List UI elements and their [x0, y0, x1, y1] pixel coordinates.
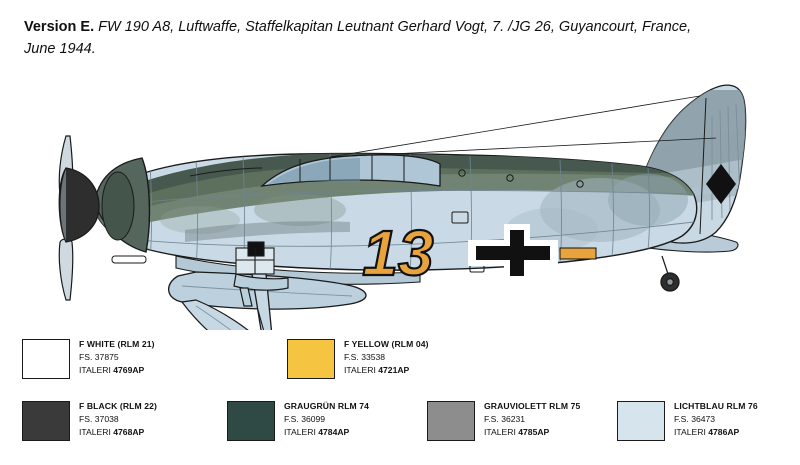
color-swatch: [227, 401, 275, 441]
color-fs-code: FS. 37875: [79, 351, 119, 362]
color-chip: [617, 400, 782, 446]
color-name: GRAUVIOLETT RLM 75: [484, 401, 581, 411]
version-description: FW 190 A8, Luftwaffe, Staffelkapitan Leutnant Gerhard Vogt, 7. /JG 26, Guyancourt, France, June 1944.: [24, 19, 692, 58]
svg-text:13: 13: [362, 217, 434, 289]
color-fs-code: F.S. 33538: [344, 351, 386, 362]
color-name: GRAUGRÜN RLM 74: [284, 401, 370, 411]
color-chip: [227, 400, 427, 446]
color-chip: [22, 400, 227, 446]
color-italeri-code: ITALERI 4721AP: [344, 364, 410, 375]
color-italeri-code: ITALERI 4769AP: [79, 364, 145, 375]
aircraft-profile-artwork: [0, 60, 800, 330]
color-name: LICHTBLAU RLM 76: [674, 401, 758, 411]
color-italeri-code: ITALERI 4768AP: [79, 426, 145, 437]
paint-color-chart: [22, 338, 782, 453]
color-chip: [427, 400, 617, 446]
color-fs-code: FS. 37038: [79, 413, 119, 424]
color-fs-code: F.S. 36231: [484, 413, 526, 424]
color-fs-code: F.S. 36099: [284, 413, 326, 424]
fuselage-number: [362, 217, 433, 289]
page-title: [24, 16, 724, 61]
color-swatch: [427, 401, 475, 441]
color-italeri-code: ITALERI 4785AP: [484, 426, 550, 437]
color-swatch: [617, 401, 665, 441]
color-chip: [22, 338, 287, 384]
color-swatch: [22, 401, 70, 441]
color-italeri-code: ITALERI 4786AP: [674, 426, 740, 437]
color-name: F YELLOW (RLM 04): [344, 339, 429, 349]
fuselage: [59, 96, 716, 289]
color-name: F BLACK (RLM 22): [79, 401, 157, 411]
color-swatch: [287, 339, 335, 379]
color-chip: [287, 338, 552, 384]
color-italeri-code: ITALERI 4784AP: [284, 426, 350, 437]
color-name: F WHITE (RLM 21): [79, 339, 155, 349]
color-swatch: [22, 339, 70, 379]
version-label: Version E.: [24, 19, 95, 35]
color-fs-code: F.S. 36473: [674, 413, 716, 424]
